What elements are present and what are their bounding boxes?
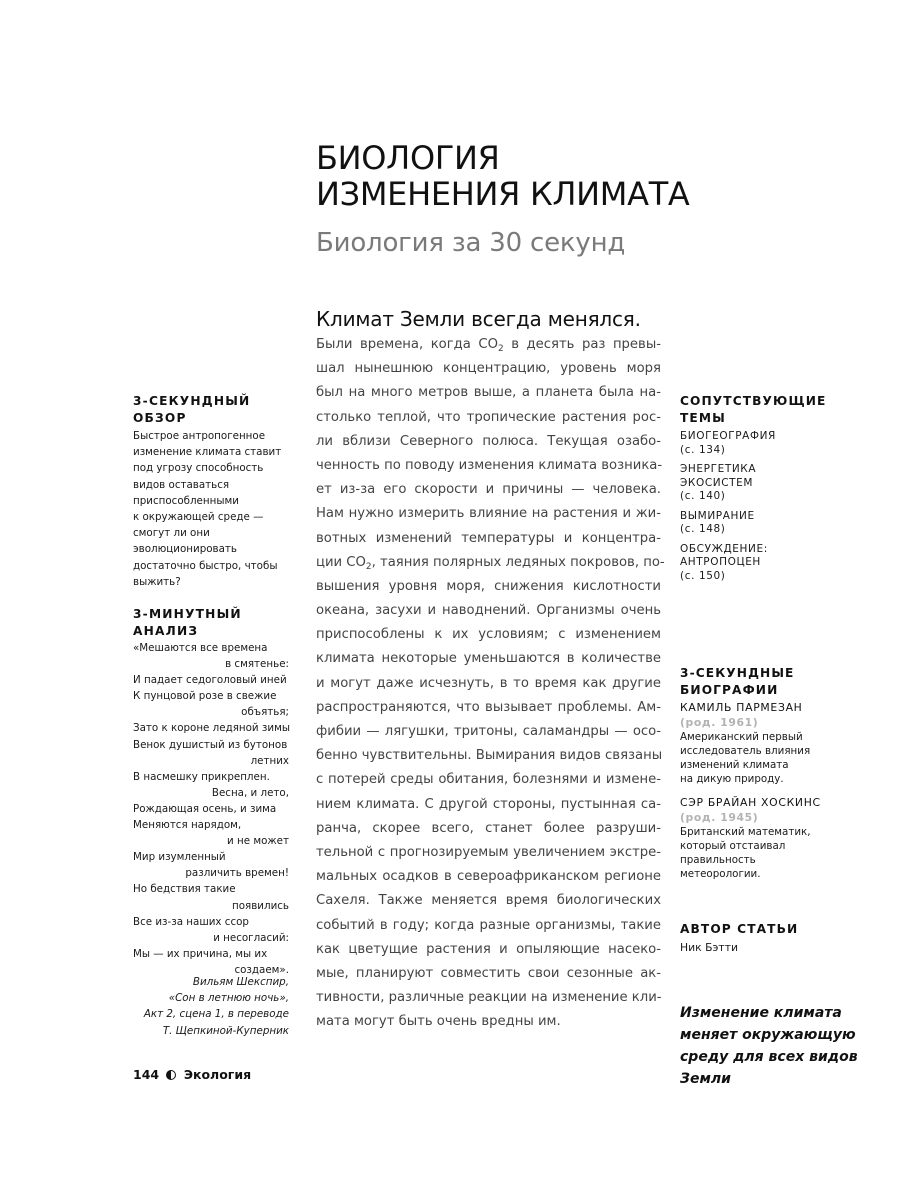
- related-heading: [680, 393, 826, 426]
- bio-desc-line: изменений климата: [680, 759, 789, 771]
- poem-line: Венок душистый из бутонов: [133, 738, 288, 751]
- article-line: ранча, скорее всего, станет более разруши-: [316, 820, 661, 836]
- analysis-heading: [133, 606, 242, 639]
- article-line: приспособлены к их условиям; с изменением: [316, 627, 661, 643]
- caption-line: Земли: [680, 1071, 731, 1087]
- overview-line: Быстрое антропогенное: [133, 430, 266, 442]
- article-line: фибии — лягушки, тритоны, саламандры — осо-: [316, 724, 661, 739]
- article-line: вышения уровня моря, снижения кислотности: [316, 578, 661, 594]
- bio-desc-line: исследователь влияния: [680, 745, 811, 757]
- article-line: столько теплой, что тропические растения рос-: [316, 409, 661, 425]
- poem-line: в смятенье:: [225, 658, 289, 671]
- caption-line: среду для всех видов: [680, 1049, 858, 1065]
- overview-line: приспособленными: [133, 494, 239, 507]
- bio-name: СЭР БРАЙАН ХОСКИНС: [680, 796, 821, 809]
- poem-line: объятья;: [241, 706, 289, 719]
- related-item-page: (с. 134): [680, 443, 726, 456]
- bio-desc-line: метеорологии.: [680, 868, 761, 880]
- overview-line: смогут ли они: [133, 527, 210, 540]
- article-line: как цветущие растения и опыляющие насеко-: [316, 941, 661, 957]
- caption-line: меняет окружающую: [680, 1027, 856, 1043]
- bio-born: (род. 1961): [680, 716, 759, 729]
- article-line: был на много метров выше, а планета была на-: [316, 385, 661, 401]
- overview-line: под угрозу способность: [133, 462, 264, 475]
- related-item-page: (с. 148): [680, 523, 726, 535]
- poem-line: Меняются нарядом,: [133, 819, 242, 832]
- article-line: ции $CO_2$, таяния полярных ледяных покровов, по-: [316, 554, 665, 572]
- heading-line: ОБЗОР: [133, 410, 187, 425]
- author-heading: АВТОР СТАТЬИ: [680, 922, 799, 936]
- poem-line: Все из-за наших ссор: [133, 915, 249, 928]
- article-line: тельной с прогнозируемым увеличением экстре-: [316, 844, 661, 860]
- poem-line: И падает седоголовый иней: [133, 674, 287, 687]
- title-line: ИЗМЕНЕНИЯ КЛИМАТА: [316, 175, 690, 213]
- related-item: [680, 463, 850, 504]
- overview-line: видов оставаться: [133, 478, 230, 491]
- overview-heading: [133, 393, 250, 426]
- poem-quote: [133, 640, 289, 978]
- heading-line: ТЕМЫ: [680, 410, 726, 425]
- overview-line: к окружающей среде —: [133, 511, 264, 524]
- citation-line: Акт 2, сцена 1, в переводе: [143, 1008, 289, 1021]
- article-line: мые, планируют совместить свои сезонные ак-: [316, 965, 661, 981]
- poem-line: летних: [250, 754, 289, 767]
- related-item-title: ЭНЕРГЕТИКА: [680, 463, 757, 475]
- bio-desc-line: правильность: [680, 854, 756, 866]
- article-line: бенно чувствительны. Вымирания видов связаны: [316, 748, 663, 764]
- poem-citation: [133, 974, 289, 1039]
- related-item-title: БИОГЕОГРАФИЯ: [680, 430, 776, 442]
- page-footer: [133, 1066, 251, 1084]
- bio-desc-line: Американский первый: [680, 731, 803, 743]
- article-line: вотных изменений температуры и концентра-: [316, 530, 661, 546]
- poem-line: появились: [232, 899, 289, 912]
- related-item-title: ЭКОСИСТЕМ: [680, 476, 754, 489]
- overview-line: изменение климата ставит: [133, 446, 282, 459]
- article-lead: Климат Земли всегда менялся.: [316, 307, 641, 331]
- related-list: [680, 430, 850, 589]
- bio-born: (род. 1945): [680, 811, 759, 824]
- citation-line: Т. Щепкиной-Куперник: [162, 1024, 289, 1037]
- article-line: Нам нужно измерить влияние на растения и жи-: [316, 506, 661, 522]
- poem-line: К пунцовой розе в свежие: [133, 690, 277, 703]
- page-subtitle: Биология за 30 секунд: [316, 228, 626, 258]
- article-line: климата некоторые уменьшаются в количестве: [316, 651, 661, 667]
- heading-line: 3-СЕКУНДНЫЙ: [133, 394, 251, 408]
- bio-desc-line: Британский математик,: [680, 826, 811, 838]
- related-item-title: ОБСУЖДЕНИЕ:: [680, 542, 768, 555]
- citation-line: Вильям Шекспир,: [192, 976, 289, 988]
- related-item: [680, 510, 850, 537]
- heading-line: СОПУТСТВУЮЩИЕ: [680, 394, 827, 408]
- article-line: океана, засухи и наводнений. Организмы очень: [316, 603, 661, 619]
- poem-line: Рождающая осень, и зима: [133, 802, 277, 815]
- related-item-title: ВЫМИРАНИЕ: [680, 509, 755, 522]
- bio-description: [680, 825, 850, 881]
- related-item-title: АНТРОПОЦЕН: [680, 556, 761, 568]
- poem-line: Зато к короне ледяной зимы: [133, 722, 290, 735]
- poem-line: Весна, и лето,: [211, 786, 289, 799]
- poem-line: Мир изумленный: [133, 851, 226, 864]
- article-body: [316, 333, 665, 1034]
- half-circle-icon: [166, 1070, 176, 1080]
- article-line: мата могут быть очень вредны им.: [316, 1014, 561, 1030]
- bio-name: КАМИЛЬ ПАРМЕЗАН: [680, 701, 803, 714]
- section-name: Экология: [183, 1067, 252, 1082]
- page-title: [316, 140, 756, 212]
- poem-line: Мы — их причина, мы их: [133, 947, 268, 960]
- poem-line: В насмешку прикреплен.: [133, 770, 270, 783]
- caption-line: Изменение климата: [680, 1005, 842, 1021]
- bio-entry: [680, 796, 850, 881]
- heading-line: АНАЛИЗ: [133, 623, 199, 638]
- heading-line: 3-СЕКУНДНЫЕ: [680, 666, 795, 680]
- related-item-page: (с. 150): [680, 569, 726, 582]
- heading-line: 3-МИНУТНЫЙ: [133, 607, 242, 621]
- author-name: Ник Бэтти: [680, 941, 739, 954]
- article-line: шал нынешнюю концентрацию, уровень моря: [316, 361, 661, 377]
- poem-line: Но бедствия такие: [133, 883, 236, 896]
- poem-line: «Мешаются все времена: [133, 642, 268, 654]
- article-line: мальных осадков в североафриканском регионе: [316, 869, 661, 885]
- bio-desc-line: на дикую природу.: [680, 773, 784, 785]
- poem-line: создаем».: [234, 963, 289, 976]
- related-item: [680, 543, 850, 584]
- bios-heading: [680, 665, 794, 698]
- article-line: с потерей среды обитания, болезнями и измене-: [316, 772, 661, 788]
- title-line: БИОЛОГИЯ: [316, 139, 500, 177]
- related-item-page: (с. 140): [680, 490, 726, 502]
- image-caption: [680, 1002, 860, 1090]
- related-item: [680, 430, 850, 457]
- bio-description: [680, 730, 850, 786]
- article-line: нием климата. С другой стороны, пустынная са-: [316, 796, 661, 812]
- overview-line: выжить?: [133, 575, 181, 588]
- article-line: тивности, различные реакции на изменение кли-: [316, 990, 662, 1006]
- page-number: 144: [133, 1067, 160, 1082]
- overview-text: [133, 428, 303, 590]
- overview-line: эволюционировать: [133, 543, 237, 556]
- article-line: событий в году; когда разные организмы, такие: [316, 917, 661, 933]
- citation-line: «Сон в летнюю ночь»,: [168, 992, 289, 1005]
- article-line: ет из-за его скорости и причины — человека.: [316, 482, 661, 498]
- article-line: Были времена, когда $CO_2$ в десять раз превы-: [316, 337, 661, 354]
- overview-line: достаточно быстро, чтобы: [133, 559, 278, 572]
- article-line: и могут даже исчезнуть, в то время как другие: [316, 675, 661, 691]
- article-line: распространяются, что вызывает проблемы. Ам-: [316, 699, 661, 715]
- poem-line: и несогласий:: [213, 931, 289, 944]
- bio-desc-line: который отстаивал: [680, 840, 786, 852]
- poem-line: и не может: [227, 835, 289, 848]
- bio-entry: [680, 701, 850, 786]
- poem-line: различить времен!: [185, 867, 289, 880]
- article-line: Сахеля. Также меняется время биологических: [316, 893, 661, 909]
- bios-list: [680, 701, 850, 891]
- article-line: ли вблизи Северного полюса. Текущая озабо-: [316, 433, 661, 449]
- heading-line: БИОГРАФИИ: [680, 682, 779, 697]
- article-line: ченность по поводу изменения климата возника-: [316, 457, 663, 473]
